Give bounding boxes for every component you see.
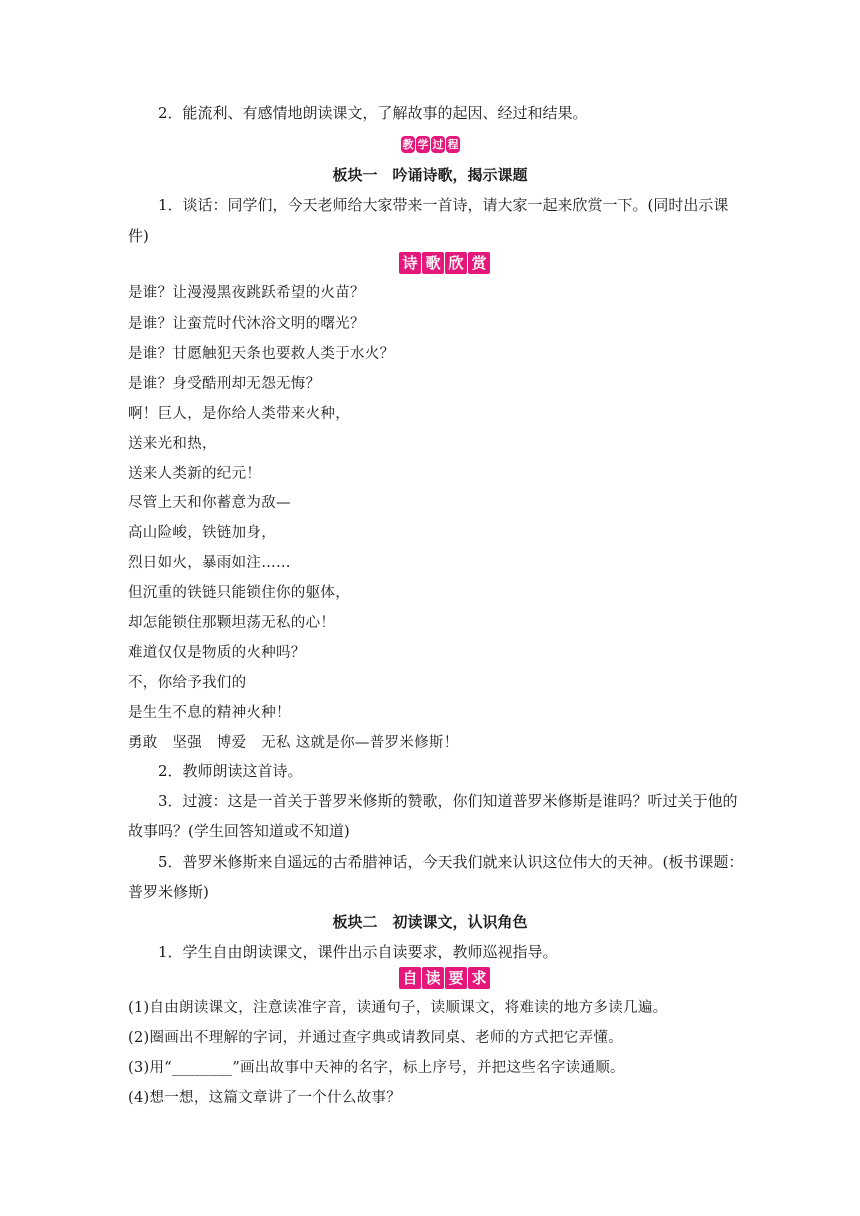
step-1-line-1: 1．谈话：同学们，今天老师给大家带来一首诗，请大家一起来欣赏一下。(同时出示课	[158, 196, 729, 214]
poem-line: 是谁？身受酷刑却无怨无悔？	[128, 376, 321, 392]
step-2: 2．教师朗读这首诗。	[158, 762, 303, 780]
badge-char: 求	[468, 967, 490, 989]
teaching-process-badge	[401, 136, 460, 153]
step-1-line-2: 件)	[128, 227, 149, 245]
poem-line: 是谁？让蛮荒时代沐浴文明的曙光？	[128, 316, 365, 332]
poem-appreciation-badge	[399, 252, 490, 274]
badge-char: 诗	[399, 252, 421, 274]
poem-line: 是谁？让漫漫黑夜跳跃希望的火苗？	[128, 285, 365, 301]
badge-char: 歌	[422, 252, 444, 274]
requirement-item: (1)自由朗读课文，注意读准字音，读通句子，读顺课文，将难读的地方多读几遍。	[128, 1000, 668, 1016]
requirement-item: (2)圈画出不理解的字词，并通过查字典或请教同桌、老师的方式把它弄懂。	[128, 1030, 624, 1046]
badge-char: 赏	[468, 252, 490, 274]
section-2-step-1: 1．学生自由朗读课文，课件出示自读要求，教师巡视指导。	[158, 943, 558, 961]
poem-line: 烈日如火，暴雨如注……	[128, 555, 291, 571]
poem-line: 但沉重的铁链只能锁住你的躯体，	[128, 585, 350, 601]
step-3-line-2: 故事吗？(学生回答知道或不知道)	[128, 822, 350, 840]
badge-char: 自	[399, 967, 421, 989]
step-5-line-2: 普罗米修斯)	[128, 883, 209, 901]
badge-char: 教	[402, 138, 414, 151]
step-5-line-1: 5．普罗米修斯来自遥远的古希腊神话，今天我们就来认识这位伟大的天神。(板书课题：	[158, 853, 744, 871]
poem-line: 难道仅仅是物质的火种吗？	[128, 645, 306, 661]
poem-line: 不，你给予我们的	[128, 675, 247, 691]
requirement-item: (4)想一想，这篇文章讲了一个什么故事？	[128, 1090, 402, 1106]
section-1-title: 板块一 吟诵诗歌，揭示课题	[332, 166, 528, 184]
badge-char: 欣	[445, 252, 467, 274]
badge-char: 读	[422, 967, 444, 989]
poem-line: 是生生不息的精神火种！	[128, 705, 291, 721]
poem-line: 送来光和热，	[128, 436, 217, 452]
poem-line: 啊！巨人，是你给人类带来火种，	[128, 406, 350, 422]
self-reading-requirements-badge	[399, 967, 490, 989]
poem-line: 送来人类新的纪元！	[128, 466, 262, 482]
poem-line: 高山险峻，铁链加身，	[128, 525, 276, 541]
poem-line: 勇敢 坚强 博爱 无私 这就是你—普罗米修斯！	[128, 735, 459, 751]
poem-line: 尽管上天和你蓄意为敌—	[128, 495, 291, 511]
step-3-line-1: 3．过渡：这是一首关于普罗米修斯的赞歌，你们知道普罗米修斯是谁吗？听过关于他的	[158, 792, 738, 810]
poem-line: 是谁？甘愿触犯天条也要救人类于水火？	[128, 346, 395, 362]
poem-line: 却怎能锁住那颗坦荡无私的心！	[128, 615, 336, 631]
badge-char: 要	[445, 967, 467, 989]
badge-char: 过	[432, 138, 444, 151]
requirement-item: (3)用“________”画出故事中天神的名字，标上序号，并把这些名字读通顺。	[128, 1060, 625, 1076]
badge-char: 学	[417, 138, 429, 151]
objective-2: 2．能流利、有感情地朗读课文，了解故事的起因、经过和结果。	[158, 104, 588, 122]
badge-char: 程	[447, 138, 459, 151]
section-2-title: 板块二 初读课文，认识角色	[332, 913, 528, 931]
